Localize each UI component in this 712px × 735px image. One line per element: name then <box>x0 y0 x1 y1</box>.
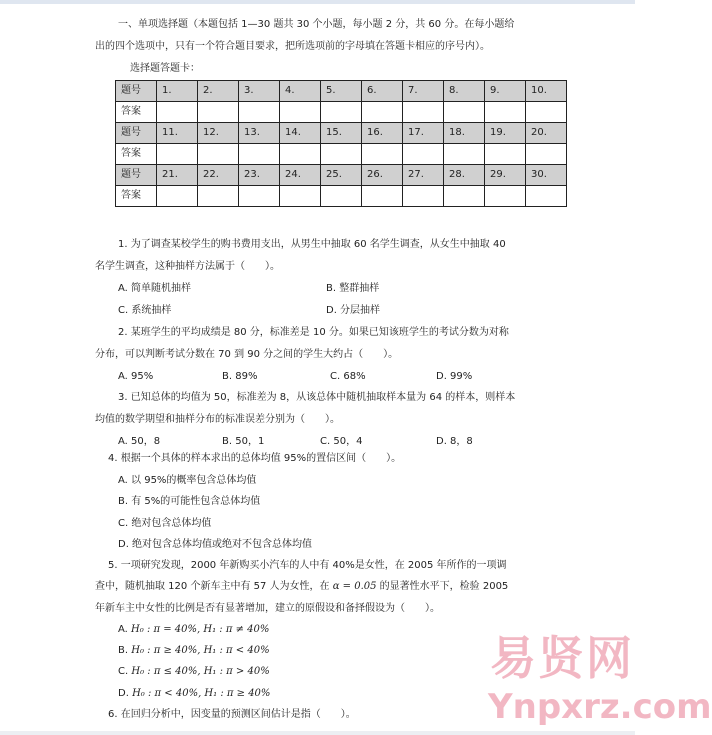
q2-option-d: D. 99% <box>436 371 473 382</box>
question-1-text-cont: 名学生调查，这种抽样方法属于（ ）。 <box>95 261 280 272</box>
section-heading: 一、单项选择题（本题包括 1—30 题共 30 个小题，每小题 2 分，共 60 分。在每小题给 <box>118 19 515 30</box>
q4-option-b: B. 有 5%的可能性包含总体均值 <box>118 496 261 507</box>
question-number-cell: 3. <box>239 81 280 102</box>
q1-option-b: B. 整群抽样 <box>326 283 380 294</box>
row-label: 答案 <box>116 144 157 165</box>
answer-cell[interactable] <box>280 102 321 123</box>
question-2-text-cont: 分布，可以判断考试分数在 70 到 90 分之间的学生大约占（ ）。 <box>95 349 399 360</box>
question-number-cell: 5. <box>321 81 362 102</box>
answer-cell[interactable] <box>239 144 280 165</box>
answer-cell[interactable] <box>321 186 362 207</box>
q3-option-d: D. 8，8 <box>436 436 473 447</box>
answer-cell[interactable] <box>485 186 526 207</box>
question-number-cell: 30. <box>526 165 567 186</box>
q4-option-c: C. 绝对包含总体均值 <box>118 518 212 529</box>
question-number-cell: 8. <box>444 81 485 102</box>
q3-option-b: B. 50，1 <box>222 436 265 447</box>
hypothesis-formula: H₀ : π = 40%, H₁ : π ≠ 40% <box>131 624 270 635</box>
answer-cell[interactable] <box>485 102 526 123</box>
question-number-cell: 17. <box>403 123 444 144</box>
question-number-cell: 7. <box>403 81 444 102</box>
answer-cell[interactable] <box>526 186 567 207</box>
row-label: 答案 <box>116 186 157 207</box>
answer-cell[interactable] <box>157 186 198 207</box>
answer-card-title: 选择题答题卡： <box>130 63 200 74</box>
question-number-cell: 29. <box>485 165 526 186</box>
q3-option-a: A. 50，8 <box>118 436 161 447</box>
question-4-text: 4. 根据一个具体的样本求出的总体均值 95%的置信区间（ ）。 <box>108 453 402 464</box>
q5-option-d <box>118 687 270 701</box>
question-number-cell: 25. <box>321 165 362 186</box>
answer-row <box>116 186 567 207</box>
question-number-cell: 2. <box>198 81 239 102</box>
question-number-cell: 26. <box>362 165 403 186</box>
answer-cell[interactable] <box>403 186 444 207</box>
question-number-cell: 18. <box>444 123 485 144</box>
answer-cell[interactable] <box>321 144 362 165</box>
row-label: 题号 <box>116 165 157 186</box>
row-label: 题号 <box>116 81 157 102</box>
question-number-cell: 24. <box>280 165 321 186</box>
watermark-url: Ynpxrz.com <box>488 687 712 727</box>
alpha-formula: α = 0.05 <box>332 581 377 592</box>
question-number-row <box>116 81 567 102</box>
answer-cell[interactable] <box>239 102 280 123</box>
question-number-cell: 20. <box>526 123 567 144</box>
question-number-cell: 23. <box>239 165 280 186</box>
q5-option-c <box>118 665 270 679</box>
question-number-cell: 28. <box>444 165 485 186</box>
answer-cell[interactable] <box>157 144 198 165</box>
answer-cell[interactable] <box>198 186 239 207</box>
answer-cell[interactable] <box>403 102 444 123</box>
answer-cell[interactable] <box>444 102 485 123</box>
answer-cell[interactable] <box>198 144 239 165</box>
question-number-cell: 4. <box>280 81 321 102</box>
answer-cell[interactable] <box>362 102 403 123</box>
option-label: B. <box>118 645 129 656</box>
question-5-text: 5. 一项研究发现，2000 年新购买小汽车的人中有 40%是女性，在 2005 年所作的一项调 <box>108 560 507 571</box>
question-number-cell: 19. <box>485 123 526 144</box>
question-number-cell: 21. <box>157 165 198 186</box>
question-number-row <box>116 123 567 144</box>
q4-option-d: D. 绝对包含总体均值或绝对不包含总体均值 <box>118 539 313 550</box>
q5-text-part: 查中，随机抽取 120 个新车主中有 57 人为女性，在 <box>95 581 330 592</box>
question-3-text: 3. 已知总体的均值为 50，标准差为 8，从该总体中随机抽取样本量为 64 的样本，则样本 <box>118 392 516 403</box>
hypothesis-formula: H₀ : π ≤ 40%, H₁ : π > 40% <box>131 666 270 677</box>
q5-option-a <box>118 623 269 637</box>
question-number-cell: 27. <box>403 165 444 186</box>
q1-option-c: C. 系统抽样 <box>118 305 172 316</box>
question-number-cell: 9. <box>485 81 526 102</box>
answer-cell[interactable] <box>444 144 485 165</box>
question-number-cell: 10. <box>526 81 567 102</box>
q4-option-a: A. 以 95%的概率包含总体均值 <box>118 475 257 486</box>
question-number-cell: 13. <box>239 123 280 144</box>
hypothesis-formula: H₀ : π < 40%, H₁ : π ≥ 40% <box>132 688 271 699</box>
q1-option-d: D. 分层抽样 <box>326 305 381 316</box>
question-number-cell: 12. <box>198 123 239 144</box>
hypothesis-formula: H₀ : π ≥ 40%, H₁ : π < 40% <box>131 645 270 656</box>
answer-cell[interactable] <box>403 144 444 165</box>
question-5-text-line3: 年新车主中女性的比例是否有显著增加，建立的原假设和备择假设为（ ）。 <box>95 603 440 614</box>
q1-option-a: A. 简单随机抽样 <box>118 283 192 294</box>
question-number-cell: 16. <box>362 123 403 144</box>
answer-cell[interactable] <box>280 186 321 207</box>
row-label: 答案 <box>116 102 157 123</box>
q3-option-c: C. 50，4 <box>320 436 363 447</box>
q5-option-b <box>118 644 270 658</box>
question-3-text-cont: 均值的数学期望和抽样分布的标准误差分别为（ ）。 <box>95 414 340 425</box>
answer-cell[interactable] <box>198 102 239 123</box>
question-number-cell: 11. <box>157 123 198 144</box>
question-5-text-line2 <box>95 580 508 594</box>
q2-option-a: A. 95% <box>118 371 154 382</box>
watermark-logo: 易贤网 <box>490 631 634 685</box>
answer-card-table <box>115 80 567 207</box>
answer-cell[interactable] <box>485 144 526 165</box>
q5-text-part: 的显著性水平下，检验 2005 <box>379 581 509 592</box>
row-label: 题号 <box>116 123 157 144</box>
q2-option-b: B. 89% <box>222 371 258 382</box>
answer-cell[interactable] <box>321 102 362 123</box>
question-6-text: 6. 在回归分析中，因变量的预测区间估计是指（ ）。 <box>108 709 356 720</box>
answer-cell[interactable] <box>280 144 321 165</box>
section-instructions: 出的四个选项中，只有一个符合题目要求，把所选项前的字母填在答题卡相应的序号内）。 <box>95 41 490 52</box>
option-label: A. <box>118 624 128 635</box>
answer-cell[interactable] <box>526 144 567 165</box>
answer-cell[interactable] <box>239 186 280 207</box>
question-2-text: 2. 某班学生的平均成绩是 80 分，标准差是 10 分。如果已知该班学生的考试分数为对称 <box>118 327 509 338</box>
question-number-cell: 22. <box>198 165 239 186</box>
answer-cell[interactable] <box>362 186 403 207</box>
question-number-cell: 15. <box>321 123 362 144</box>
answer-cell[interactable] <box>362 144 403 165</box>
question-number-row <box>116 165 567 186</box>
answer-cell[interactable] <box>444 186 485 207</box>
question-number-cell: 6. <box>362 81 403 102</box>
answer-row <box>116 102 567 123</box>
q2-option-c: C. 68% <box>330 371 366 382</box>
top-bar <box>0 0 635 4</box>
option-label: C. <box>118 666 129 677</box>
option-label: D. <box>118 688 129 699</box>
answer-cell[interactable] <box>526 102 567 123</box>
question-1-text: 1. 为了调查某校学生的购书费用支出，从男生中抽取 60 名学生调查，从女生中抽取 40 <box>118 239 506 250</box>
answer-row <box>116 144 567 165</box>
question-number-cell: 1. <box>157 81 198 102</box>
answer-cell[interactable] <box>157 102 198 123</box>
bottom-bar <box>0 731 635 735</box>
question-number-cell: 14. <box>280 123 321 144</box>
